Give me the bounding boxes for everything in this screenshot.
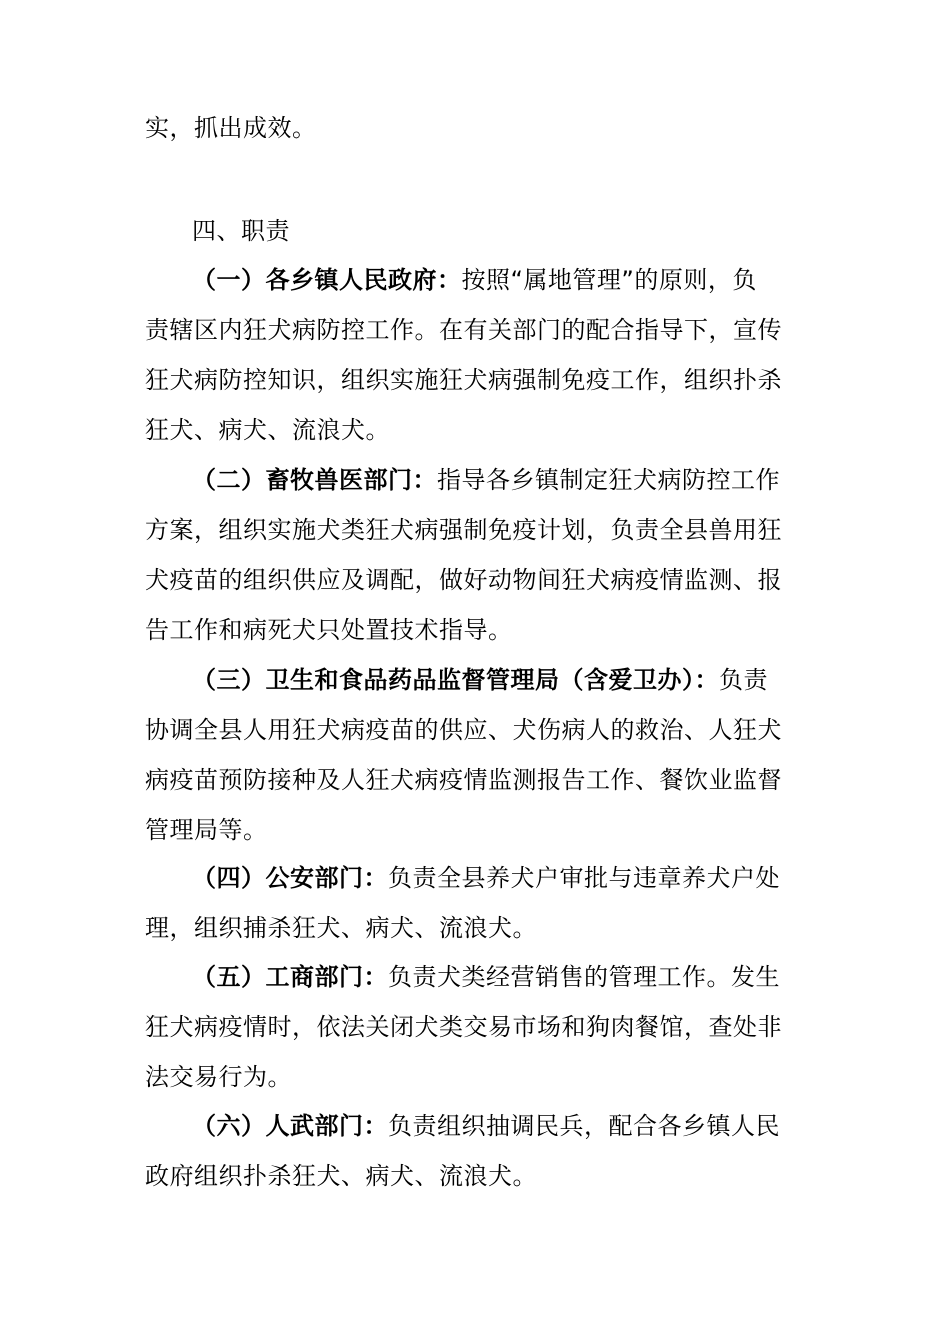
line-text: 实，抓出成效。: [145, 114, 317, 142]
line-text: 狂犬病疫情时，依法关闭犬类交易市场和狗肉餐馆，查处非: [145, 1013, 782, 1041]
section-heading: [192, 216, 872, 246]
line-text: 负责: [719, 666, 768, 694]
paragraph-line: [145, 815, 825, 845]
line-text: 负责全县养犬户审批与违章养犬户处: [388, 864, 780, 892]
line-text: 狂犬病防控知识，组织实施狂犬病强制免疫工作，组织扑杀: [145, 366, 782, 394]
line-text: 犬疫苗的组织供应及调配，做好动物间狂犬病疫情监测、报: [145, 566, 782, 594]
item-heading: （四）公安部门：: [192, 864, 388, 892]
line-text: 按照“属地管理”的原则，负: [461, 266, 757, 294]
paragraph-line: [145, 415, 825, 445]
item-heading: （五）工商部门：: [192, 963, 388, 991]
item-heading: （一）各乡镇人民政府：: [192, 266, 462, 294]
line-text: 病疫苗预防接种及人狂犬病疫情监测报告工作、餐饮业监督: [145, 766, 782, 794]
paragraph-line: [192, 863, 872, 893]
item-heading: （二）畜牧兽医部门：: [192, 466, 437, 494]
paragraph-line: [192, 1111, 872, 1141]
paragraph-line: [145, 765, 825, 795]
paragraph-line: [192, 665, 872, 695]
line-text: 协调全县人用狂犬病疫苗的供应、犬伤病人的救治、人狂犬: [145, 716, 782, 744]
paragraph-line: [192, 962, 872, 992]
paragraph-line: [145, 1062, 825, 1092]
paragraph-line: [145, 615, 825, 645]
line-text: 狂犬、病犬、流浪犬。: [145, 416, 390, 444]
line-text: 政府组织扑杀狂犬、病犬、流浪犬。: [145, 1162, 537, 1190]
paragraph-line: [145, 365, 825, 395]
line-text: 法交易行为。: [145, 1063, 292, 1091]
paragraph-line: [145, 913, 825, 943]
line-text: 理，组织捕杀狂犬、病犬、流浪犬。: [145, 914, 537, 942]
paragraph-line: [145, 515, 825, 545]
paragraph-line: [145, 565, 825, 595]
paragraph-line: [192, 465, 872, 495]
item-heading: （三）卫生和食品药品监督管理局（含爱卫办）：: [192, 666, 719, 694]
paragraph-line: [145, 1161, 825, 1191]
line-text: 负责犬类经营销售的管理工作。发生: [388, 963, 780, 991]
heading-text: 四、职责: [192, 217, 290, 245]
paragraph-line: [145, 715, 825, 745]
paragraph-line: [192, 265, 872, 295]
line-text: 方案，组织实施犬类狂犬病强制免疫计划，负责全县兽用狂: [145, 516, 782, 544]
line-text: 指导各乡镇制定狂犬病防控工作: [437, 466, 780, 494]
line-text: 告工作和病死犬只处置技术指导。: [145, 616, 513, 644]
line-text: 负责组织抽调民兵，配合各乡镇人民: [388, 1112, 780, 1140]
paragraph-line: [145, 113, 825, 143]
paragraph-line: [145, 315, 825, 345]
item-heading: （六）人武部门：: [192, 1112, 388, 1140]
line-text: 管理局等。: [145, 816, 268, 844]
line-text: 责辖区内狂犬病防控工作。在有关部门的配合指导下，宣传: [145, 316, 782, 344]
paragraph-line: [145, 1012, 825, 1042]
